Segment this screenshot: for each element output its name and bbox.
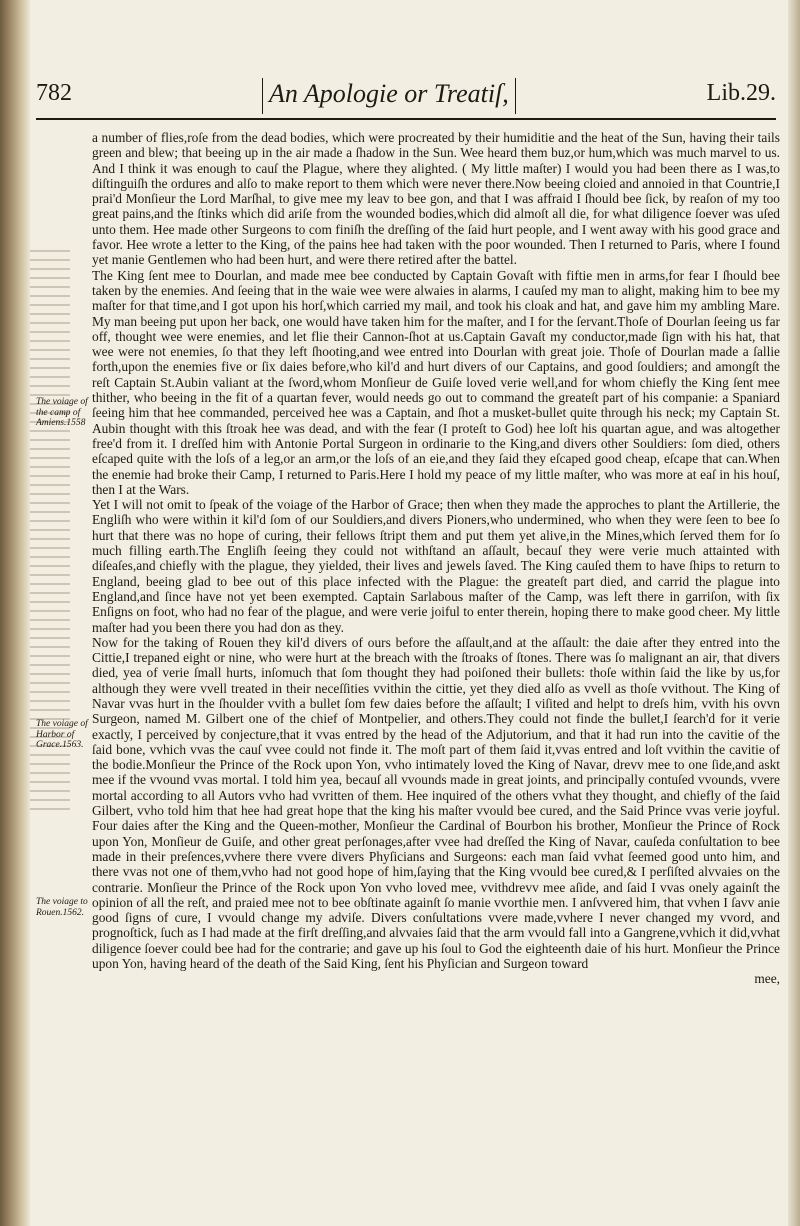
- paragraph-rouen: Now for the taking of Rouen they kil'd divers of ours before the aſſault,and at the aſſault: the daie after they entred into the Cittie,I trepaned eight or nine, who were hurt at the breach with the ſtroaks of ſtones. There was ſo malignant an air, that divers died, yea of verie ſmall hurts, inſomuch that ſom thought they had poiſoned their bullets: thoſe within ſaid the like by us,for although they were vvell treated in their neceſſities vvithin the cittie, yet they died alſo as vvell as thoſe vvithout. The King of Navar vvas hurt in the ſhoulder vvith a bullet ſom few daies before the aſſault; I viſited and helpt to dreſs him, vvith his ovvn Surgeon, named M. Gilbert one of the chief of Montpelier, and others.They could not finde the bullet,I ſearch'd for it verie exactly, I perceived by conjecture,that it vvas entred by the head of the Adjutorium, and that it had run into the cavitie of the ſaid bone, vvhich vvas the cauſ vvee could not finde it. The moſt part of them ſaid it,vvas entred and loſt vvithin the cavitie of the bodie.Monſieur the Prince of the Rock upon Yon, vvho intimately loved the King of Navar, drevv mee to one ſide,and askt mee if the vvound vvas mortal. I told him yea, becauſ all vvounds made in great joints, and principally contuſed vvounds, vvere mortal according to all Autors vvho had vvritten of them. Hee inquired of the others vvhat they thought, and chiefly of the ſaid Gilbert, vvho told him that hee had great hope that the king his maſter vvould bee cured, and the Said Prince vvas verie joyful. Four daies after the King and the Queen-mother, Monſieur the Cardinal of Bourbon his brother, Monſieur the Prince of Rock upon Yon, Monſieur de Guiſe, and other great perſonages,after vvee had dreſſed the King of Navar, cauſeda conſultation to bee made in their preſences,vvhere there vvere divers Phyſicians and Surgeons: each man ſaid vvhat ſeemed good unto him, and there vvas not one of them,vvho had not good hope of him,ſaying that the King vvould bee cured,& I perſiſted alvvaies on the contrarie. Monſieur the Prince of the Rock upon Yon vvho loved mee, vvithdrevv mee aſide, and ſaid I vvas onely againſt the opinion of all the reſt, and praied mee not to bee obſtinate againſt ſo manie vvorthie men. I anſvvered him, that vvhen I ſavv anie good ſigns of cure, I vvould change my adviſe. Divers conſultations vvere made,vvhere I never changed my vvord, and prognoſtick, ſuch as I had made at the firſt dreſſing,and alvvaies ſaid that the arm vvould fall into a Gangrene,vvhich it did,vvhat diligence ſoever could bee had for the contrarie; and gave up his ſoul to God the eighteenth daie of his hurt. Monſieur the Prince upon Yon, having heard of the death of the Said King, ſent his Phyſician and Surgeon toward: [92, 634, 780, 972]
- book-chapter: Lib.29.: [706, 80, 776, 106]
- page-number: 782: [36, 80, 72, 106]
- paragraph-flies: a number of flies,roſe from the dead bodies, which were procreated by their humiditie and the heat of the Sun, having their tails green and blew; that beeing up in the air made a ſhadow in the Sun. Wee heard them buz,or hum,which was much marvel to us. And I think it was enough to cauſ the Plague, where they alighted. ( My little maſter) I would you had been there as I was,to diſtinguiſh the ordures and alſo to make report to them which were never there.Now beeing cloied and annoied in that Countrie,I prai'd Monſieur the Lord Marſhal, to give mee my leav to bee gon, and that I was affraid I ſhould bee ſick, by reaſon of my too great pains,and the ſtinks which did ariſe from the wounded bodies,which did almoſt all die, for what diligence ſoever was uſed unto them. Hee made other Surgeons to com finiſh the dreſſing of the ſaid hurt people, and I went away with his good grace and favor. Hee wrote a letter to the King, of the pains hee had taken with the poor wounded. Then I returned to Paris, where I found yet manie Gentlemen who had been hurt, and were there retired after the battel.: [92, 130, 780, 268]
- title-divider-left: [262, 78, 263, 114]
- marginal-note-rouen: The voiage to Rouen.1562.: [36, 897, 88, 918]
- marginal-note-amiens: The voiage of the camp of Amiens.1558: [36, 397, 88, 428]
- title-divider-right: [515, 78, 516, 114]
- marginal-note-havre: The voiage of Harbor of Grace.1563.: [36, 719, 88, 750]
- header-rule: [36, 118, 776, 120]
- running-header: [36, 78, 776, 118]
- running-title-text: An Apologie or Treatiſ,: [269, 78, 509, 108]
- paragraph-havre: Yet I will not omit to ſpeak of the voiage of the Harbor of Grace; then when they made the approches to plant the Artillerie, the Engliſh who were within it kil'd ſom of our Souldiers,and divers Pioners,who undermined, who when they were ſeen to bee ſo hurt that there was no hope of curing, their fellows ſtript them and put them yet alive,in the Mines,which ſerved them for ſo much filling earth.The Engliſh ſeeing they could not withſtand an aſſault, becauſ they were verie much attainted with diſeaſes,and chiefly with the plague, they yielded, their lives and jewels ſaved. The King cauſed them to have ſhips to return to England, beeing glad to bee out of this place infected with the Plague: the greateſt part died, and carrid the plague into England,and ſince have not yet been exempted. Captain Sarlabous maſter of the Camp, was left there in garriſon, with ſix Enſigns on foot, who had no fear of the plague, and were verie joiful to enter therein, hoping there to make good cheer. My little maſter had you been there you had don as they.: [92, 497, 780, 635]
- running-title: [256, 78, 522, 114]
- page-edge-shadow: [788, 0, 800, 1226]
- main-text: [92, 130, 780, 987]
- catchword: mee,: [754, 971, 780, 987]
- paragraph-dourlan: The King ſent mee to Dourlan, and made mee bee conducted by Captain Govaſt with fiftie men in arms,for fear I ſhould bee taken by the enemies. And ſeeing that in the waie wee were alwaies in alarms, I cauſed my man to alight, making him to bee my maſter for that time,and I got upon his horſ,which carried my mail, and took his cloak and hat, and gave him my ambling Mare. My man beeing put upon her back, one would have taken him for the maſter, and I for the ſervant.Thoſe of Dourlan ſeeing us far off, thought wee were enemies, and let flie their Cannon-ſhot at us.Captain Gavaſt my conductor,made ſign with his hat, that wee were not enemies, ſo that they left ſhooting,and wee entred into Dourlan with great joie. Thoſe of Dourlan made a ſallie forth,upon the enemies five or ſix daies before,who kil'd and hurt divers of our Captains, and good ſouldiers; and amongſt the reſt Captain St.Aubin valiant at the ſword,whom Monſieur de Guiſe loved verie well,and for whom chiefly the King ſent mee thither, who beeing in the fit of a quartan fever, would needs go out to command the greateſt part of his companie: a Spaniard ſeeing him that hee commanded, perceived hee was a Captain, and ſhot a musket-bullet quite through his neck; my Captain St. Aubin thought with this ſtroak hee was dead, and with the fear (I proteſt to God) hee loſt his quartan ague, and was altogether free'd from it. I dreſſed him with Antonie Portal Surgeon in ordinarie to the King,and divers other Souldiers: ſom died, others eſcaped quite with the loſs of a leg,or an arm,or the loſs of an eie,and they ſaid they eſcaped good cheap, eſcape that can.When the enemie had broke their Camp, I returned to Paris.Here I hold my peace of my little maſter, who was more at eaſ in his houſ, then I at the Wars.: [92, 267, 780, 497]
- page-gutter-shadow: [0, 0, 30, 1226]
